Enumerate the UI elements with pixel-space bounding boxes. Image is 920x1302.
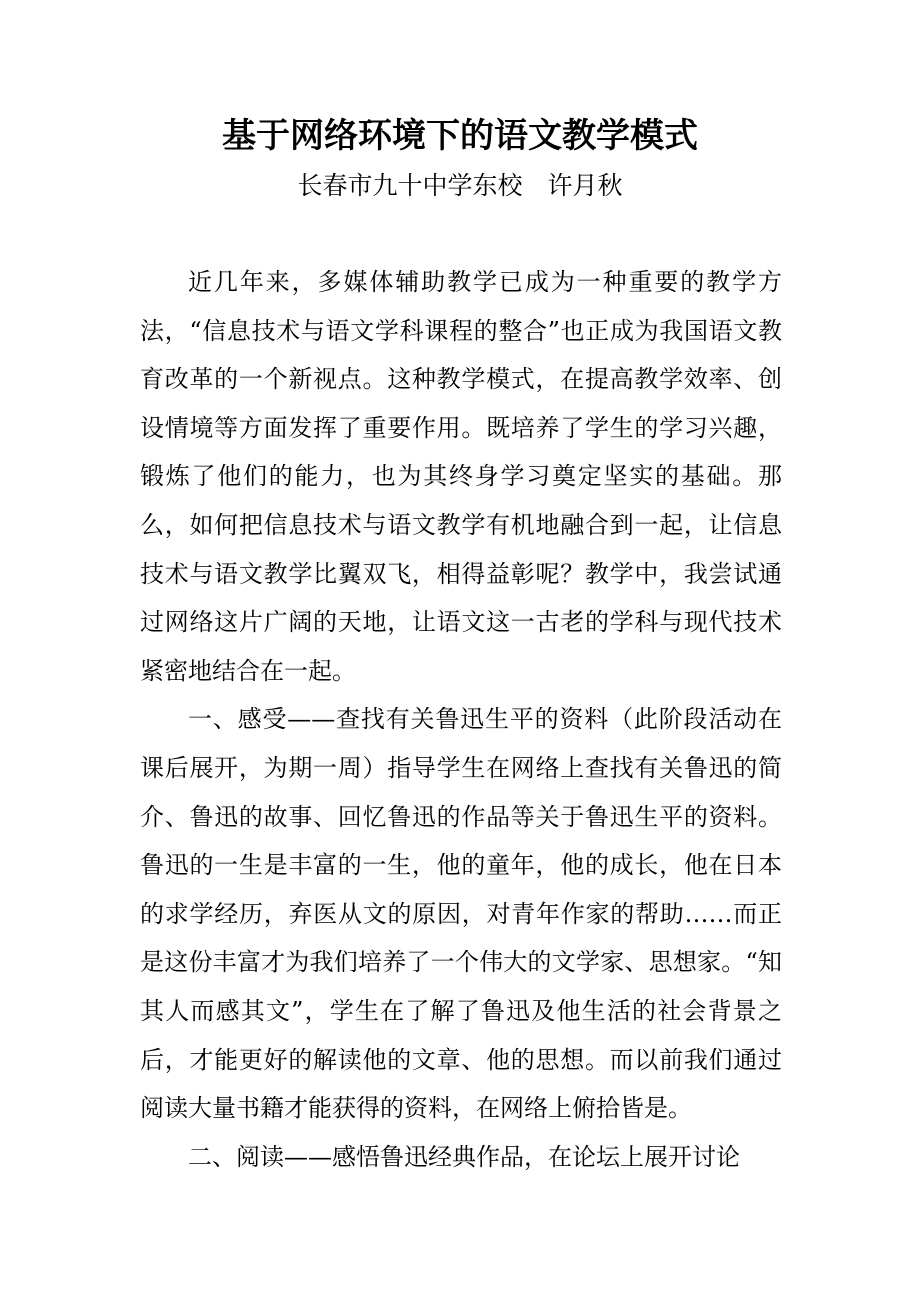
paragraph-section-one: 一、感受——查找有关鲁迅生平的资料（此阶段活动在课后展开，为期一周）指导学生在网络上查找有关鲁迅的简介、鲁迅的故事、回忆鲁迅的作品等关于鲁迅生平的资料。鲁迅的一生是丰富的一生，他的童年，他的成长，他在日本的求学经历，弃医从文的原因，对青年作家的帮助……而正是这份丰富才为我们培养了一个伟大的文学家、思想家。“知其人而感其文”，学生在了解了鲁迅及他生活的社会背景之后，才能更好的解读他的文章、他的思想。而以前我们通过阅读大量书籍才能获得的资料，在网络上俯拾皆是。 bbox=[140, 705, 782, 1123]
paragraph-intro: 近几年来，多媒体辅助教学已成为一种重要的教学方法，“信息技术与语文学科课程的整合”也正成为我国语文教育改革的一个新视点。这种教学模式，在提高教学效率、创设情境等方面发挥了重要作用。既培养了学生的学习兴趣，锻炼了他们的能力，也为其终身学习奠定坚实的基础。那么，如何把信息技术与语文教学有机地融合到一起，让信息技术与语文教学比翼双飞，相得益彰呢？教学中，我尝试通过网络这片广阔的天地，让语文这一古老的学科与现代技术紧密地结合在一起。 bbox=[140, 268, 782, 685]
author-line: 长春市九十中学东校 许月秋 bbox=[297, 171, 623, 200]
document-body bbox=[140, 258, 782, 1181]
paragraph-section-two: 二、阅读——感悟鲁迅经典作品，在论坛上展开讨论 bbox=[188, 1142, 740, 1171]
document-title: 基于网络环境下的语文教学模式 bbox=[222, 116, 698, 156]
